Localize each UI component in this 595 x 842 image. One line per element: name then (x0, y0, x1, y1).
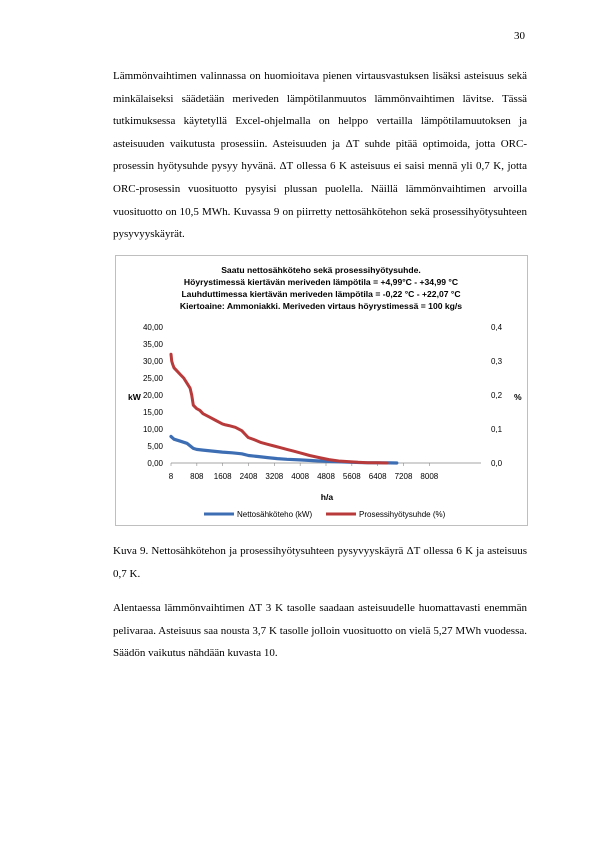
y-left-tick-label: 25,00 (142, 374, 163, 383)
x-tick-label: 3208 (265, 472, 284, 481)
chart-legend (204, 510, 446, 519)
y-right-ticks (491, 323, 503, 468)
body-paragraph-intro: Lämmönvaihtimen valinnassa on huomioitava pienen virtausvastuksen lisäksi asteisuus sekä minkälaiseksi säädetään meriveden lämpötilanmuutos lämmönvaihtimen lävitse. Tässä tutkimuksessa käytetyllä Excel-ohjelmalla on helppo vertailla lämpötilamuutoksen ja asteisuuden vaikutusta prosessiin. Asteisuuden ja ΔT suhde pitää optimoida, jotta ORC-prosessin hyötysuhde pysyy hyvänä. ΔT ollessa 6 K asteisuus ei saisi mennä yli 0,7 K, jotta ORC-prosessin vuosituotto pysyisi plussan puolella. Näillä lämmönvaihtimen arvoilla vuosituotto on 10,5 MWh. Kuvassa 9 on piirretty nettosähkötehon sekä prosessihyötysuhteen pysyvyyskäyrät. (113, 70, 527, 241)
y-right-tick-label: 0,4 (491, 323, 503, 332)
y-right-tick-label: 0,0 (491, 459, 503, 468)
legend-label-hyotysuhde: Prosessihyötysuhde (%) (359, 510, 446, 519)
chart-title-line: Saatu nettosähköteho sekä prosessihyötysuhde. (221, 265, 421, 275)
y-left-tick-label: 30,00 (142, 357, 163, 366)
x-tick-label: 6408 (368, 472, 387, 481)
x-tick-label: 5608 (342, 472, 361, 481)
chart-title-line: Kiertoaine: Ammoniakki. Meriveden virtaus höyrystimessä = 100 kg/s (179, 301, 463, 311)
y-left-tick-label: 0,00 (147, 459, 163, 468)
x-tick-label: 1608 (213, 472, 232, 481)
y-left-tick-label: 5,00 (147, 442, 163, 451)
series-line-prosessihyotysuhde (171, 354, 387, 463)
y-right-tick-label: 0,2 (491, 391, 503, 400)
x-tick-label: 4808 (317, 472, 335, 481)
y-axis-label-left: kW (128, 392, 141, 402)
y-left-tick-label: 35,00 (142, 340, 163, 349)
x-tick-label: 8008 (420, 472, 439, 481)
duration-curve-chart (116, 256, 527, 525)
x-tick-label: 4008 (291, 472, 310, 481)
x-tick-label: 8 (168, 472, 174, 481)
body-paragraph-after: Alentaessa lämmönvaihtimen ΔT 3 K tasolle saadaan asteisuudelle huomattavasti enemmän pelivaraa. Asteisuus saa nousta 3,7 K tasolle jolloin vuosituotto on vielä 5,27 MWh vuodessa. Säädön vaikutus nähdään kuvasta 10. (113, 602, 527, 660)
y-axis-label-right: % (514, 392, 522, 402)
x-tick-label: 2408 (239, 472, 258, 481)
y-left-tick-label: 20,00 (142, 391, 163, 400)
y-left-tick-label: 40,00 (142, 323, 163, 332)
figure-caption: Kuva 9. Nettosähkötehon ja prosessihyötysuhteen pysyvyyskäyrä ΔT ollessa 6 K ja asteisuus 0,7 K. (113, 545, 527, 580)
x-tick-label: 7208 (394, 472, 413, 481)
legend-label-netto: Nettosähköteho (kW) (237, 510, 313, 519)
y-left-tick-label: 15,00 (142, 408, 163, 417)
figure-chart (115, 255, 528, 526)
chart-title-line: Lauhduttimessa kiertävän meriveden lämpötila = -0,22 °C - +22,07 °C (181, 289, 461, 299)
x-ticks (169, 463, 439, 481)
y-left-ticks (143, 323, 164, 468)
y-right-tick-label: 0,1 (491, 425, 503, 434)
y-right-tick-label: 0,3 (491, 357, 503, 366)
x-tick-label: 808 (190, 472, 204, 481)
chart-title (180, 265, 462, 311)
y-left-tick-label: 10,00 (142, 425, 163, 434)
chart-title-line: Höyrystimessä kiertävän meriveden lämpötila = +4,99°C - +34,99 °C (183, 277, 459, 287)
page-number: 30 (514, 30, 525, 42)
series-lines (171, 354, 397, 463)
x-axis-label: h/a (320, 492, 334, 502)
